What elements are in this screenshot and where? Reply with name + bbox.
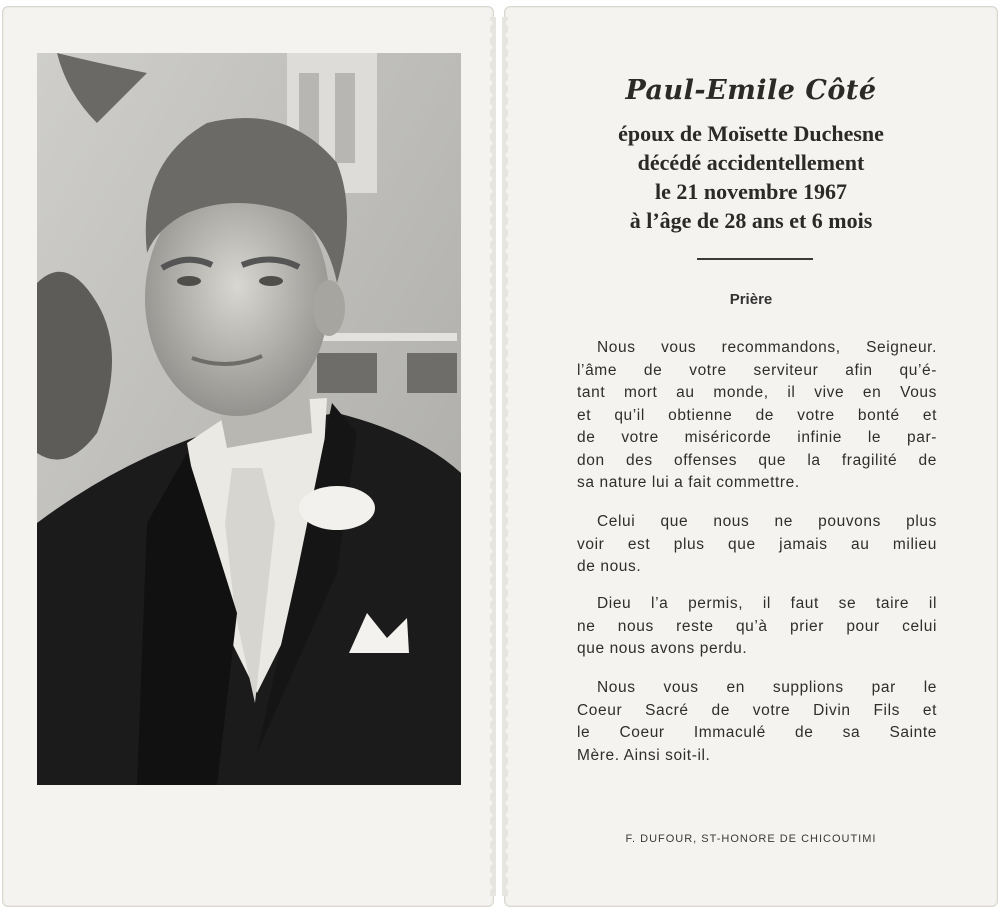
prayer-line: Celui que nous ne pouvons plus	[597, 513, 937, 530]
prayer-paragraph	[577, 677, 937, 767]
prayer-line: Nous vous recommandons, Seigneur.	[597, 339, 937, 356]
prayer-paragraph	[577, 511, 937, 579]
prayer-line: Dieu l’a permis, il faut se taire il	[597, 595, 937, 612]
deceased-name: Paul-Emile Côté	[625, 75, 877, 106]
memorial-card-text-side	[504, 6, 998, 907]
prayer-line: Mère. Ainsi soit-il.	[577, 746, 711, 764]
card-text-content	[505, 7, 997, 906]
prayer-line: de votre miséricorde infinie le par-	[577, 429, 937, 446]
cause-line: décédé accidentellement	[637, 150, 865, 175]
prayer-line: et qu’il obtienne de votre bonté et	[577, 406, 937, 424]
prayer-line: ne nous reste qu’à prier pour celui	[577, 617, 937, 635]
spouse-line: époux de Moïsette Duchesne	[618, 121, 884, 146]
prayer-line: tant mort au monde, il vive en Vous	[577, 384, 937, 401]
memorial-card-photo-side	[2, 6, 494, 907]
prayer-paragraph	[577, 593, 937, 661]
prayer-paragraph	[577, 337, 937, 495]
prayer-line: don des offenses que la fragilité de	[577, 451, 937, 469]
prayer-line: Nous vous en supplions par le	[597, 679, 937, 696]
prayer-line: de nous.	[577, 558, 642, 575]
printer-credit: F. DUFOUR, ST-HONORE DE CHICOUTIMI	[625, 833, 877, 845]
portrait-photo	[37, 53, 461, 785]
prayer-line: le Coeur Immaculé de sa Sainte	[577, 724, 937, 741]
divider	[697, 258, 813, 260]
age-line: à l’âge de 28 ans et 6 mois	[629, 208, 873, 233]
prayer-line: l’âme de votre serviteur afin qu’é-	[577, 361, 937, 379]
date-line: le 21 novembre 1967	[654, 179, 848, 204]
prayer-title: Prière	[729, 291, 773, 308]
death-details	[505, 119, 997, 235]
prayer-line: que nous avons perdu.	[577, 640, 748, 657]
prayer-line: sa nature lui a fait commettre.	[577, 474, 800, 491]
prayer-line: voir est plus que jamais au milieu	[577, 535, 937, 553]
prayer-line: Coeur Sacré de votre Divin Fils et	[577, 701, 937, 719]
